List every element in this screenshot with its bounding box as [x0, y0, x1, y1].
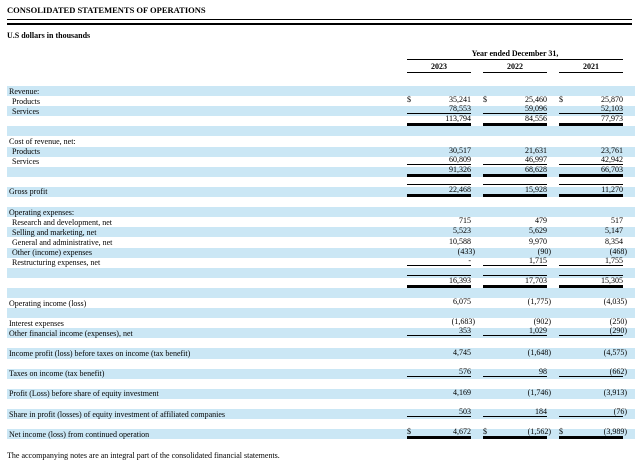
value-cell-2023 — [407, 217, 471, 225]
cell-value: (250) — [609, 317, 627, 327]
row-label: Cost of revenue, net: — [9, 137, 76, 147]
table-row — [7, 237, 635, 247]
value-cell-2022 — [483, 207, 547, 215]
cell-value: 517 — [611, 216, 623, 226]
value-cell-2023 — [407, 419, 471, 427]
value-cell-2023 — [407, 298, 471, 306]
value-cell-2023 — [407, 379, 471, 387]
value-cell-2022 — [483, 126, 547, 134]
cell-value: 84,556 — [525, 114, 547, 124]
table-row — [7, 429, 635, 439]
value-cell-2023 — [407, 349, 471, 357]
cell-value: (468) — [609, 246, 627, 256]
spacer-row — [7, 338, 635, 348]
value-cell-2021 — [559, 217, 623, 225]
value-cell-2021 — [559, 147, 623, 155]
value-cell-2022 — [483, 115, 547, 124]
table-row — [7, 389, 635, 399]
cell-value: 17,703 — [525, 275, 547, 285]
value-cell-2021 — [559, 326, 627, 336]
value-cell-2023 — [407, 308, 471, 316]
value-cell-2021 — [559, 126, 623, 134]
row-label: Services — [12, 157, 40, 167]
document-title: CONSOLIDATED STATEMENTS OF OPERATIONS — [7, 5, 206, 15]
cell-value: - — [468, 255, 471, 265]
value-cell-2021 — [559, 297, 627, 307]
value-cell-2022 — [483, 184, 547, 195]
value-cell-2023 — [407, 408, 471, 417]
cell-value: 60,809 — [449, 154, 471, 164]
period-header: Year ended December 31, — [407, 49, 623, 60]
value-cell-2023 — [407, 137, 471, 145]
value-cell-2022 — [483, 399, 547, 407]
value-cell-2021 — [559, 308, 623, 316]
cell-value: (1,648) — [527, 347, 551, 357]
statement-table — [7, 86, 635, 439]
row-label: Selling and marketing, net — [12, 227, 97, 237]
cell-value: (3,913) — [603, 387, 627, 397]
cell-value: 1,715 — [529, 255, 547, 265]
value-cell-2022 — [483, 427, 551, 437]
table-row — [7, 275, 635, 288]
cell-value: (902) — [533, 317, 551, 327]
value-cell-2022 — [483, 217, 547, 225]
value-cell-2023 — [407, 389, 471, 397]
row-label: Products — [12, 96, 40, 106]
value-cell-2023 — [407, 184, 471, 195]
cell-value: 23,761 — [601, 145, 623, 155]
value-cell-2023 — [407, 115, 471, 124]
value-cell-2023 — [407, 96, 471, 104]
table-row — [7, 187, 635, 197]
value-cell-2021 — [559, 427, 627, 437]
value-cell-2022 — [483, 257, 547, 266]
column-gap — [547, 62, 559, 73]
cell-value: 59,096 — [525, 104, 547, 114]
cell-value: 1,755 — [605, 255, 623, 265]
value-cell-2023 — [407, 126, 471, 134]
row-label: Profit (Loss) before share of equity investment — [9, 389, 159, 399]
row-label: General and administrative, net — [12, 237, 113, 247]
value-cell-2021 — [559, 347, 627, 357]
value-cell-2022 — [483, 246, 551, 256]
value-cell-2022 — [483, 359, 547, 367]
cell-value: 9,970 — [529, 236, 547, 246]
currency-symbol: $ — [559, 95, 563, 105]
value-cell-2021 — [559, 419, 623, 427]
cell-value: (76) — [613, 407, 627, 417]
cell-value: 4,169 — [453, 387, 471, 397]
column-gap — [471, 62, 483, 73]
value-cell-2021 — [559, 338, 623, 346]
value-cell-2022 — [483, 275, 547, 286]
cell-value: 6,075 — [453, 297, 471, 307]
table-row — [7, 164, 635, 177]
value-cell-2022 — [483, 387, 551, 397]
table-row — [7, 409, 635, 419]
value-cell-2023 — [407, 257, 471, 266]
cell-value: 503 — [459, 407, 471, 417]
currency-symbol: $ — [483, 427, 487, 437]
value-cell-2021 — [559, 227, 623, 235]
value-cell-2023 — [407, 317, 475, 327]
spacer-row — [7, 126, 635, 136]
cell-value: 42,942 — [601, 154, 623, 164]
value-cell-2021 — [559, 156, 623, 165]
cell-value: 15,928 — [525, 185, 547, 195]
year-header-2022: 2022 — [483, 62, 547, 73]
value-cell-2021 — [559, 238, 623, 246]
value-cell-2021 — [559, 366, 627, 377]
value-cell-2023 — [407, 156, 471, 165]
table-row — [7, 298, 635, 308]
value-cell-2021 — [559, 379, 623, 387]
cell-value: 4,745 — [453, 347, 471, 357]
value-cell-2022 — [483, 317, 551, 327]
cell-value: 479 — [535, 216, 547, 226]
table-row — [7, 116, 635, 126]
table-row — [7, 348, 635, 358]
value-cell-2023 — [407, 166, 471, 175]
value-cell-2021 — [559, 137, 623, 145]
cell-value: 5,629 — [529, 226, 547, 236]
cell-value: 46,997 — [525, 154, 547, 164]
value-cell-2023 — [407, 246, 475, 256]
row-label: Gross profit — [9, 187, 48, 197]
row-label: Revenue: — [9, 86, 40, 96]
value-cell-2021 — [559, 288, 623, 296]
value-cell-2023 — [407, 227, 471, 235]
value-cell-2021 — [559, 207, 623, 215]
value-cell-2021 — [559, 86, 623, 94]
cell-value: (662) — [609, 366, 627, 376]
value-cell-2023 — [407, 275, 471, 286]
currency-symbol: $ — [407, 95, 411, 105]
cell-value: (4,035) — [603, 297, 627, 307]
value-cell-2021 — [559, 317, 627, 327]
value-cell-2022 — [483, 137, 547, 145]
cell-value: 25,870 — [601, 95, 623, 105]
cell-value: 5,147 — [605, 226, 623, 236]
currency-symbol: $ — [407, 427, 411, 437]
cell-value: (433) — [457, 246, 475, 256]
cell-value: 576 — [459, 366, 471, 376]
value-cell-2022 — [483, 105, 547, 114]
value-cell-2022 — [483, 197, 547, 205]
cell-value: 68,628 — [525, 164, 547, 174]
row-label: Other financial income (expenses), net — [9, 328, 133, 338]
value-cell-2023 — [407, 197, 471, 205]
value-cell-2021 — [559, 166, 623, 175]
value-cell-2022 — [483, 368, 547, 377]
value-cell-2022 — [483, 327, 547, 336]
value-cell-2022 — [483, 419, 547, 427]
value-cell-2022 — [483, 166, 547, 175]
value-cell-2022 — [483, 238, 547, 246]
cell-value: (90) — [537, 246, 551, 256]
row-label: Operating expenses: — [9, 207, 75, 217]
row-label: Products — [12, 147, 40, 157]
cell-value: 66,703 — [601, 164, 623, 174]
value-cell-2022 — [483, 338, 547, 346]
value-cell-2022 — [483, 308, 547, 316]
row-label: Taxes on income (tax benefit) — [9, 369, 105, 379]
cell-value: 21,631 — [525, 145, 547, 155]
column-header — [7, 49, 635, 73]
value-cell-2022 — [483, 147, 547, 155]
value-cell-2022 — [483, 379, 547, 387]
footnote: The accompanying notes are an integral part of the consolidated financial statements. — [7, 451, 280, 460]
row-label: Research and development, net — [12, 217, 112, 227]
cell-value: 113,794 — [445, 114, 471, 124]
row-label: Services — [12, 106, 40, 116]
value-cell-2021 — [559, 184, 623, 195]
row-label: Restructuring expenses, net — [12, 258, 101, 268]
cell-value: (290) — [609, 326, 627, 336]
units-label: U.S dollars in thousands — [7, 31, 91, 40]
value-cell-2021 — [559, 96, 623, 104]
cell-value: (4,575) — [603, 347, 627, 357]
value-cell-2022 — [483, 297, 551, 307]
value-cell-2022 — [483, 408, 547, 417]
cell-value: 16,393 — [449, 275, 471, 285]
cell-value: 30,517 — [449, 145, 471, 155]
year-header-2023: 2023 — [407, 62, 471, 73]
row-label: Other (income) expenses — [12, 248, 92, 258]
value-cell-2021 — [559, 275, 623, 286]
value-cell-2023 — [407, 338, 471, 346]
spacer-row — [7, 197, 635, 207]
value-cell-2021 — [559, 387, 627, 397]
value-cell-2023 — [407, 105, 471, 114]
cell-value: (1,683) — [451, 317, 475, 327]
value-cell-2021 — [559, 246, 627, 256]
value-cell-2023 — [407, 368, 471, 377]
cell-value: 78,553 — [449, 104, 471, 114]
value-cell-2023 — [407, 147, 471, 155]
value-cell-2023 — [407, 327, 471, 336]
cell-value: 1,029 — [529, 326, 547, 336]
cell-value: (1,746) — [527, 387, 551, 397]
value-cell-2023 — [407, 288, 471, 296]
value-cell-2021 — [559, 115, 623, 124]
cell-value: 98 — [539, 366, 547, 376]
value-cell-2022 — [483, 96, 547, 104]
row-label: Income profit (loss) before taxes on income (tax benefit) — [9, 348, 191, 358]
cell-value: 715 — [459, 216, 471, 226]
cell-value: (1,562) — [527, 427, 551, 437]
value-cell-2023 — [407, 86, 471, 94]
cell-value: 25,460 — [525, 95, 547, 105]
cell-value: 11,270 — [601, 185, 623, 195]
cell-value: 35,241 — [449, 95, 471, 105]
cell-value: 5,523 — [453, 226, 471, 236]
value-cell-2022 — [483, 156, 547, 165]
currency-symbol: $ — [483, 95, 487, 105]
row-label: Net income (loss) from continued operation — [9, 429, 150, 439]
currency-symbol: $ — [559, 427, 563, 437]
cell-value: 353 — [459, 326, 471, 336]
value-cell-2021 — [559, 359, 623, 367]
cell-value: 4,672 — [453, 427, 471, 437]
table-row — [7, 328, 635, 338]
value-cell-2021 — [559, 257, 623, 266]
value-cell-2021 — [559, 399, 623, 407]
value-cell-2022 — [483, 86, 547, 94]
cell-value: 8,354 — [605, 236, 623, 246]
value-cell-2023 — [407, 359, 471, 367]
cell-value: (3,989) — [603, 427, 627, 437]
row-label: Operating income (loss) — [9, 298, 87, 308]
cell-value: 184 — [535, 407, 547, 417]
cell-value: 91,326 — [449, 164, 471, 174]
cell-value: 77,973 — [601, 114, 623, 124]
table-row — [7, 255, 635, 268]
value-cell-2023 — [407, 399, 471, 407]
row-label: Share in profit (losses) of equity investment of affiliated companies — [9, 409, 226, 419]
row-label: Interest expenses — [9, 318, 64, 328]
value-cell-2021 — [559, 105, 623, 114]
value-cell-2021 — [559, 197, 623, 205]
title-rule — [7, 19, 632, 25]
table-row — [7, 227, 635, 237]
cell-value: 52,103 — [601, 104, 623, 114]
value-cell-2022 — [483, 227, 547, 235]
value-cell-2023 — [407, 238, 471, 246]
value-cell-2022 — [483, 288, 547, 296]
value-cell-2022 — [483, 347, 551, 357]
value-cell-2023 — [407, 428, 471, 437]
value-cell-2023 — [407, 207, 471, 215]
year-headers — [407, 62, 623, 73]
year-header-2021: 2021 — [559, 62, 623, 73]
cell-value: 10,588 — [449, 236, 471, 246]
value-cell-2021 — [559, 407, 627, 417]
cell-value: (1,775) — [527, 297, 551, 307]
cell-value: 22,468 — [449, 185, 471, 195]
cell-value: 15,305 — [601, 275, 623, 285]
table-row — [7, 366, 635, 379]
